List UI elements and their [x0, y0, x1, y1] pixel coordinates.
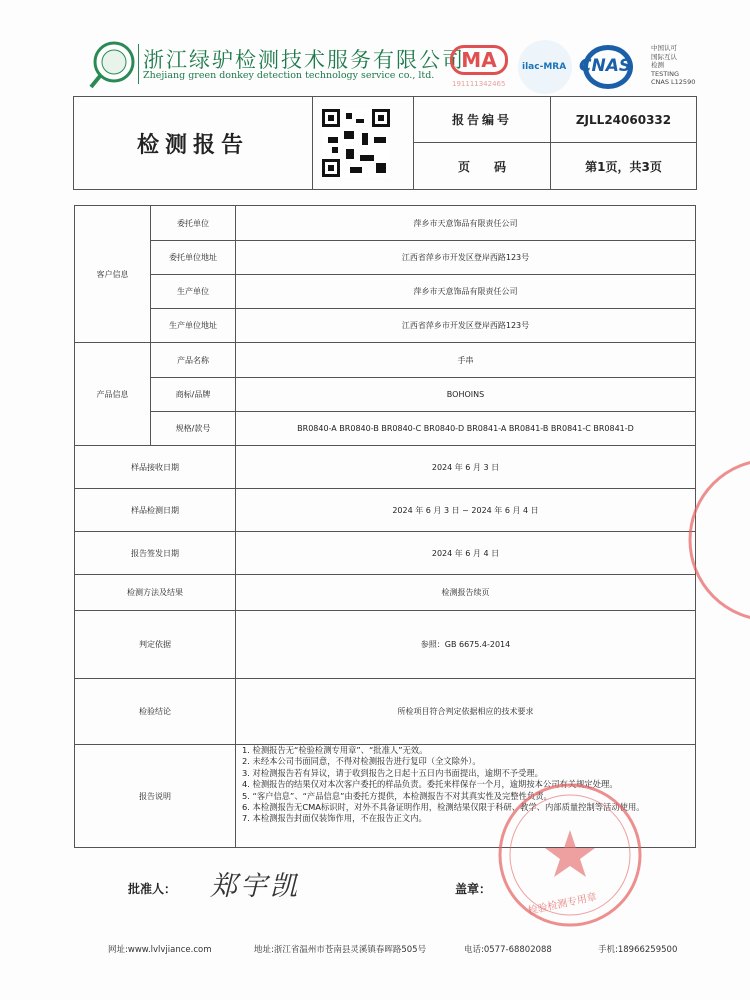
product-info-group: 产品信息	[75, 343, 151, 446]
row-value: 2024 年 6 月 3 日	[236, 446, 695, 489]
approver-signature: 郑宇凯	[210, 871, 300, 902]
note-line: 6. 本检测报告无CMA标识时，对外不具备证明作用，检测结果仅限于科研、教学、内部质量控制等活动使用。	[242, 802, 645, 813]
row-label: 生产单位	[151, 275, 236, 309]
seal-label: 盖章：	[455, 882, 492, 896]
report-notes	[236, 745, 695, 847]
note-line: 7. 本检测报告封面仅装饰作用，不在报告正文内。	[242, 813, 427, 824]
footer-mobile: 手机:18966259500	[598, 945, 678, 955]
client-info-group: 客户信息	[75, 206, 151, 343]
row-label: 商标/品牌	[151, 378, 236, 412]
row-value: 2024 年 6 月 4 日	[236, 532, 695, 575]
row-value: 江西省萍乡市开发区登岸西路123号	[236, 309, 695, 343]
row-label: 检测方法及结果	[75, 575, 236, 611]
row-value: 参照：GB 6675.4-2014	[236, 611, 695, 679]
row-label: 规格/款号	[151, 412, 236, 446]
row-value: 江西省萍乡市开发区登岸西路123号	[236, 241, 695, 275]
note-line: 4. 检测报告的结果仅对本次客户委托的样品负责。委托来样保存一个月，逾期按本公司有关规定处理。	[242, 779, 618, 790]
row-label: 检验结论	[75, 679, 236, 745]
page-value: 第1页，共3页	[585, 159, 662, 174]
note-line: 5. “客户信息”、“产品信息”由委托方提供，本检测报告不对其真实性及完整性负责。	[242, 790, 552, 801]
footer-address: 地址:浙江省温州市苍南县灵溪镇春晖路505号	[254, 945, 427, 955]
note-line: 1. 检测报告无“检验检测专用章”、“批准人”无效。	[242, 745, 428, 755]
row-label: 委托单位	[151, 206, 236, 241]
row-label: 生产单位地址	[151, 309, 236, 343]
row-value: 手串	[236, 343, 695, 378]
note-line: 3. 对检测报告若有异议，请于收到报告之日起十五日内书面提出，逾期不予受理。	[242, 767, 543, 778]
row-label: 样品接收日期	[75, 446, 236, 489]
report-info-table	[74, 205, 696, 848]
report-no-label: 报告编号	[413, 97, 551, 143]
company-name-en: Zhejiang green donkey detection technology service co., ltd.	[143, 70, 435, 81]
cnas-line: CNAS L12590	[651, 78, 696, 86]
company-name-cn: 浙江绿驴检测技术服务有限公司	[143, 48, 465, 72]
row-value: BOHOINS	[236, 378, 695, 412]
approver-label: 批准人：	[128, 882, 177, 896]
row-value: 萍乡市天意饰品有限责任公司	[236, 275, 695, 309]
cnas-line: TESTING	[651, 69, 679, 78]
row-value: 萍乡市天意饰品有限责任公司	[236, 206, 695, 241]
cnas-line: 国际互认	[651, 52, 677, 61]
row-value: 2024 年 6 月 3 日 ~ 2024 年 6 月 4 日	[236, 489, 695, 532]
footer-phone: 电话:0577-68802088	[464, 945, 552, 955]
cnas-line: 检测	[651, 61, 664, 69]
note-line: 2. 未经本公司书面同意，不得对检测报告进行复印（全文除外）。	[242, 756, 481, 767]
ilac-logo: ilac-MRA	[522, 62, 567, 72]
report-no-value: ZJLL24060332	[551, 97, 696, 143]
row-label: 判定依据	[75, 611, 236, 679]
page-seam-seal-icon	[690, 460, 750, 620]
row-value: 所检项目符合判定依据相应的技术要求	[236, 679, 695, 745]
cnas-logo: CNAS	[579, 56, 632, 76]
report-header-table	[73, 96, 697, 190]
footer-website: 网址:www.lvlvjiance.com	[108, 945, 212, 955]
row-label: 样品检测日期	[75, 489, 236, 532]
page-label: 页 码	[413, 143, 551, 189]
cma-number: 191111342465	[452, 80, 506, 88]
row-value: 检测报告续页	[236, 575, 695, 611]
row-label: 报告签发日期	[75, 532, 236, 575]
qr-code-icon	[322, 109, 390, 177]
report-title: 检测报告	[74, 97, 313, 189]
logo-divider	[138, 44, 139, 84]
row-label: 报告说明	[75, 745, 236, 847]
cma-logo: MA	[450, 45, 508, 75]
row-label: 产品名称	[151, 343, 236, 378]
cnas-line: 中国认可	[651, 44, 677, 52]
seal-text: 检验检测专用章	[527, 891, 598, 918]
row-value: BR0840-A BR0840-B BR0840-C BR0840-D BR0841-A BR0841-B BR0841-C BR0841-D	[236, 412, 695, 446]
cnas-text	[651, 44, 695, 87]
row-label: 委托单位地址	[151, 241, 236, 275]
green-donkey-logo-icon	[88, 38, 140, 90]
